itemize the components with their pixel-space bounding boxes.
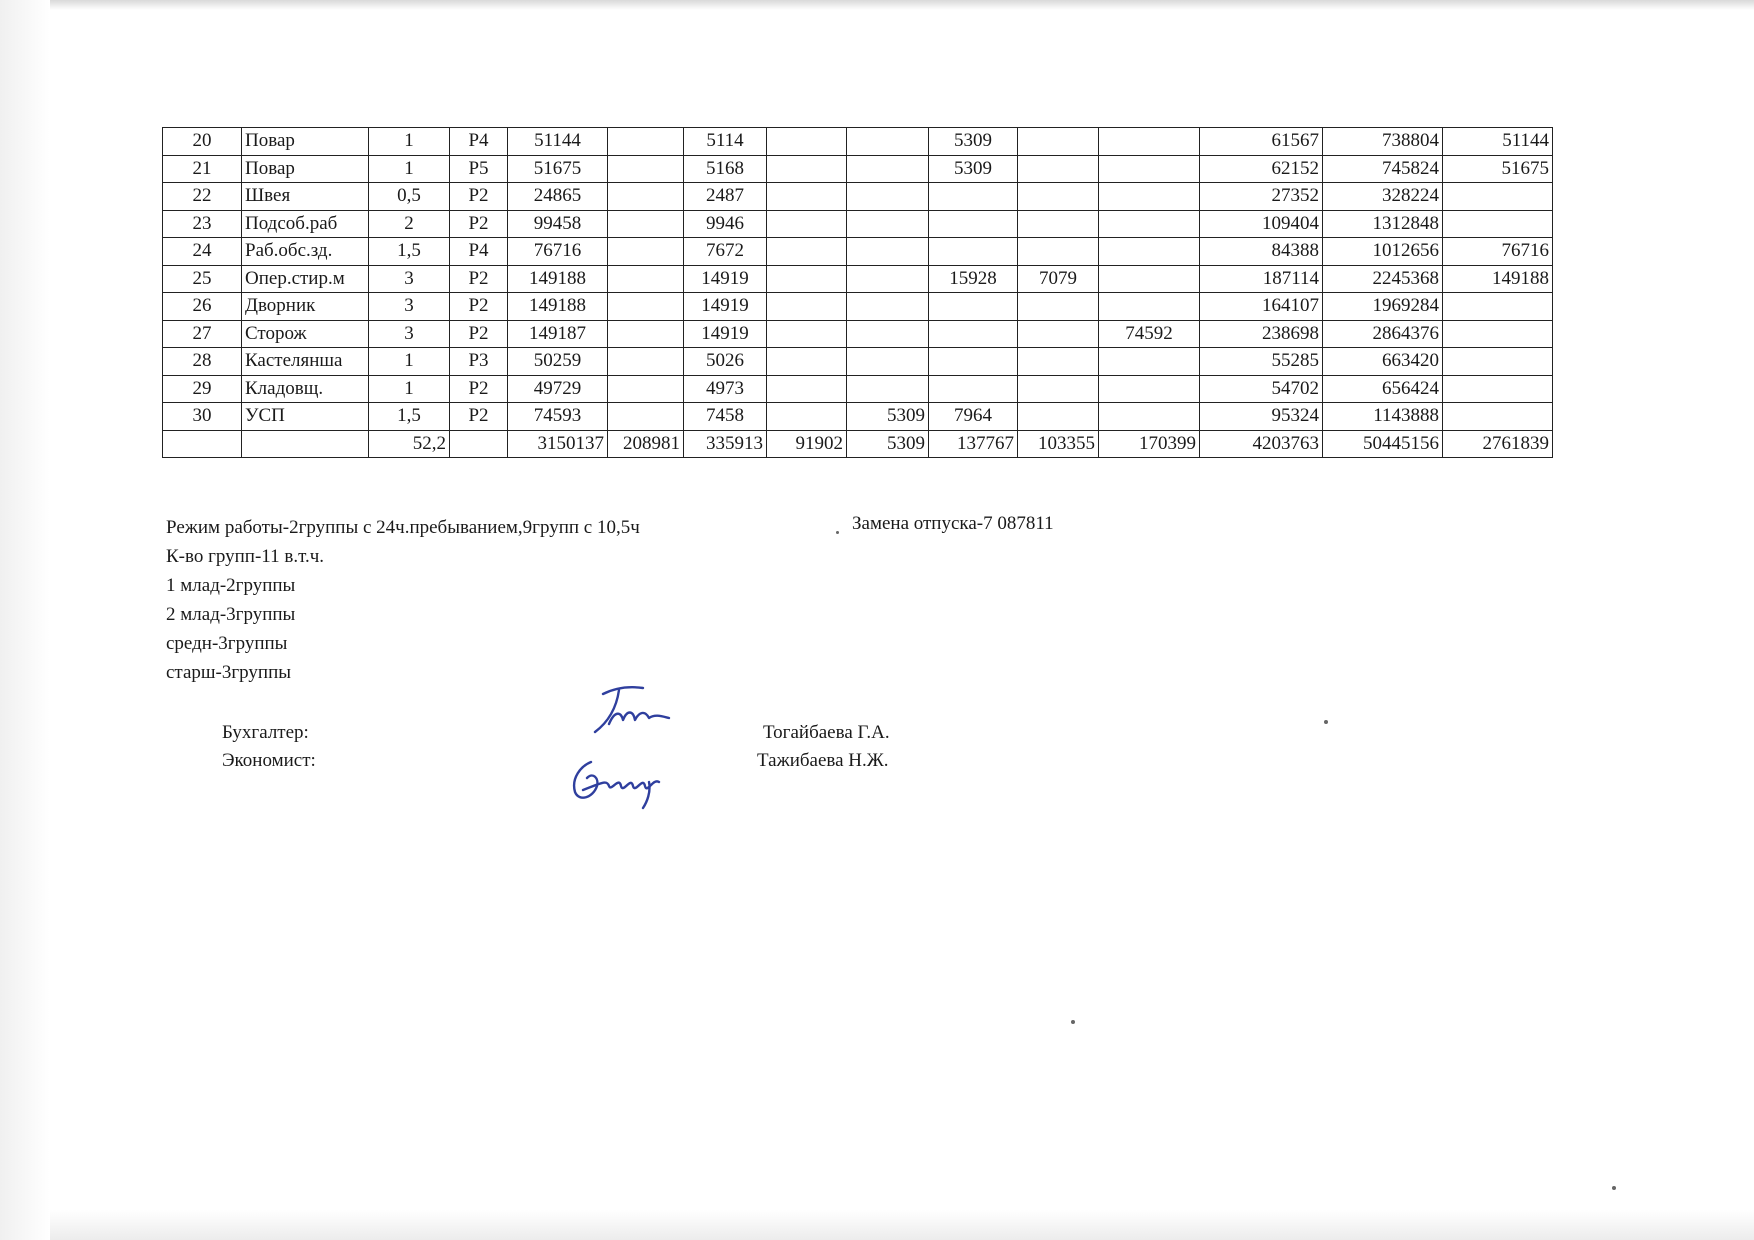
total-monthly-total: 4203763 — [1200, 430, 1323, 458]
accountant-label: Бухгалтер: — [222, 722, 309, 743]
cell-allowance-e: 15928 — [929, 265, 1018, 293]
note-junior-1: 1 млад-2группы — [166, 575, 296, 596]
cell-allowance-a — [608, 155, 684, 183]
notes-block — [166, 513, 640, 687]
cell-allowance-c — [767, 403, 847, 431]
cell-allowance-a — [608, 128, 684, 156]
cell-extra-column: 149188 — [1443, 265, 1553, 293]
cell-allowance-a — [608, 293, 684, 321]
cell-allowance-g — [1099, 375, 1200, 403]
cell-row-number: 25 — [163, 265, 242, 293]
note-senior: старш-3группы — [166, 662, 292, 683]
cell-annual-total: 663420 — [1323, 348, 1443, 376]
cell-allowance-e: 7964 — [929, 403, 1018, 431]
cell-staff-units: 3 — [369, 293, 450, 321]
cell-allowance-a — [608, 210, 684, 238]
total-position — [242, 430, 369, 458]
cell-allowance-c — [767, 320, 847, 348]
cell-position: Повар — [242, 128, 369, 156]
cell-row-number: 24 — [163, 238, 242, 266]
cell-allowance-f — [1018, 238, 1099, 266]
note-work-mode: Режим работы-2группы с 24ч.пребыванием,9групп с 10,5ч — [166, 517, 640, 538]
cell-monthly-total: 187114 — [1200, 265, 1323, 293]
cell-category: Р2 — [450, 210, 508, 238]
cell-position: УСП — [242, 403, 369, 431]
cell-category: Р4 — [450, 128, 508, 156]
cell-row-number: 20 — [163, 128, 242, 156]
cell-allowance-b: 5026 — [684, 348, 767, 376]
cell-staff-units: 0,5 — [369, 183, 450, 211]
economist-label: Экономист: — [222, 750, 316, 771]
cell-position: Кастелянша — [242, 348, 369, 376]
cell-extra-column: 76716 — [1443, 238, 1553, 266]
cell-base-salary: 50259 — [508, 348, 608, 376]
cell-allowance-c — [767, 128, 847, 156]
cell-allowance-b: 7458 — [684, 403, 767, 431]
cell-extra-column — [1443, 293, 1553, 321]
cell-allowance-c — [767, 265, 847, 293]
cell-position: Подсоб.раб — [242, 210, 369, 238]
cell-monthly-total: 95324 — [1200, 403, 1323, 431]
cell-category: Р2 — [450, 375, 508, 403]
cell-row-number: 21 — [163, 155, 242, 183]
cell-base-salary: 99458 — [508, 210, 608, 238]
note-junior-2: 2 млад-3группы — [166, 604, 296, 625]
cell-row-number: 28 — [163, 348, 242, 376]
staffing-table — [162, 127, 1553, 458]
cell-position: Швея — [242, 183, 369, 211]
cell-allowance-c — [767, 183, 847, 211]
cell-monthly-total: 62152 — [1200, 155, 1323, 183]
cell-allowance-b: 9946 — [684, 210, 767, 238]
cell-extra-column: 51144 — [1443, 128, 1553, 156]
total-annual-total: 50445156 — [1323, 430, 1443, 458]
cell-allowance-a — [608, 403, 684, 431]
cell-annual-total: 656424 — [1323, 375, 1443, 403]
cell-allowance-a — [608, 348, 684, 376]
cell-category: Р2 — [450, 403, 508, 431]
cell-staff-units: 1 — [369, 348, 450, 376]
cell-allowance-e — [929, 238, 1018, 266]
cell-allowance-b: 7672 — [684, 238, 767, 266]
economist-name: Тажибаева Н.Ж. — [757, 750, 889, 771]
cell-allowance-e — [929, 375, 1018, 403]
cell-allowance-a — [608, 265, 684, 293]
table-row — [163, 265, 1553, 293]
scan-edge-top — [0, 0, 1754, 10]
cell-base-salary: 149187 — [508, 320, 608, 348]
cell-monthly-total: 238698 — [1200, 320, 1323, 348]
total-category — [450, 430, 508, 458]
cell-category: Р2 — [450, 293, 508, 321]
cell-allowance-c — [767, 210, 847, 238]
cell-category: Р3 — [450, 348, 508, 376]
total-row-number — [163, 430, 242, 458]
total-allowance-c: 91902 — [767, 430, 847, 458]
table-row — [163, 155, 1553, 183]
cell-allowance-b: 14919 — [684, 320, 767, 348]
cell-allowance-d — [847, 375, 929, 403]
cell-allowance-g: 74592 — [1099, 320, 1200, 348]
cell-allowance-b: 14919 — [684, 265, 767, 293]
cell-allowance-a — [608, 375, 684, 403]
cell-annual-total: 1012656 — [1323, 238, 1443, 266]
cell-monthly-total: 27352 — [1200, 183, 1323, 211]
cell-allowance-b: 4973 — [684, 375, 767, 403]
cell-allowance-b: 14919 — [684, 293, 767, 321]
cell-extra-column — [1443, 320, 1553, 348]
total-allowance-d: 5309 — [847, 430, 929, 458]
cell-row-number: 26 — [163, 293, 242, 321]
table-row — [163, 128, 1553, 156]
cell-monthly-total: 164107 — [1200, 293, 1323, 321]
cell-position: Повар — [242, 155, 369, 183]
cell-allowance-a — [608, 183, 684, 211]
cell-category: Р2 — [450, 265, 508, 293]
cell-allowance-e — [929, 348, 1018, 376]
cell-allowance-d: 5309 — [847, 403, 929, 431]
cell-allowance-f — [1018, 375, 1099, 403]
cell-allowance-e — [929, 320, 1018, 348]
cell-allowance-d — [847, 320, 929, 348]
accountant-signature — [585, 680, 675, 748]
cell-allowance-g — [1099, 348, 1200, 376]
cell-allowance-c — [767, 375, 847, 403]
table-row — [163, 238, 1553, 266]
cell-staff-units: 1,5 — [369, 238, 450, 266]
cell-row-number: 27 — [163, 320, 242, 348]
total-allowance-b: 335913 — [684, 430, 767, 458]
cell-row-number: 23 — [163, 210, 242, 238]
note-middle: средн-3группы — [166, 633, 288, 654]
cell-annual-total: 1312848 — [1323, 210, 1443, 238]
cell-annual-total: 2864376 — [1323, 320, 1443, 348]
table-row — [163, 183, 1553, 211]
table-row — [163, 348, 1553, 376]
cell-monthly-total: 55285 — [1200, 348, 1323, 376]
cell-row-number: 30 — [163, 403, 242, 431]
cell-allowance-e: 5309 — [929, 128, 1018, 156]
cell-allowance-g — [1099, 183, 1200, 211]
cell-allowance-d — [847, 238, 929, 266]
cell-allowance-e — [929, 210, 1018, 238]
scan-speck — [1071, 1020, 1075, 1024]
cell-allowance-a — [608, 320, 684, 348]
cell-base-salary: 51675 — [508, 155, 608, 183]
cell-allowance-d — [847, 183, 929, 211]
total-extra-column: 2761839 — [1443, 430, 1553, 458]
cell-category: Р2 — [450, 183, 508, 211]
cell-allowance-f — [1018, 403, 1099, 431]
total-base-salary: 3150137 — [508, 430, 608, 458]
scan-edge-bottom — [50, 1210, 1754, 1240]
cell-base-salary: 149188 — [508, 293, 608, 321]
note-group-count: К-во групп-11 в.т.ч. — [166, 546, 324, 567]
cell-allowance-f — [1018, 320, 1099, 348]
cell-extra-column — [1443, 348, 1553, 376]
scan-speck — [836, 531, 839, 534]
cell-allowance-d — [847, 293, 929, 321]
cell-category: Р2 — [450, 320, 508, 348]
cell-allowance-d — [847, 128, 929, 156]
total-allowance-f: 103355 — [1018, 430, 1099, 458]
cell-allowance-g — [1099, 293, 1200, 321]
cell-allowance-c — [767, 293, 847, 321]
cell-monthly-total: 84388 — [1200, 238, 1323, 266]
cell-allowance-f — [1018, 293, 1099, 321]
cell-annual-total: 745824 — [1323, 155, 1443, 183]
cell-annual-total: 2245368 — [1323, 265, 1443, 293]
table-row — [163, 320, 1553, 348]
vacation-replacement-note: Замена отпуска-7 087811 — [852, 513, 1054, 534]
table-row — [163, 403, 1553, 431]
cell-annual-total: 1969284 — [1323, 293, 1443, 321]
cell-allowance-b: 5114 — [684, 128, 767, 156]
cell-staff-units: 2 — [369, 210, 450, 238]
table-total-row — [163, 430, 1553, 458]
accountant-name: Тогайбаева Г.А. — [763, 722, 890, 743]
cell-base-salary: 24865 — [508, 183, 608, 211]
total-allowance-e: 137767 — [929, 430, 1018, 458]
table-row — [163, 375, 1553, 403]
scan-edge-left — [0, 0, 50, 1240]
cell-row-number: 22 — [163, 183, 242, 211]
cell-base-salary: 51144 — [508, 128, 608, 156]
cell-allowance-g — [1099, 403, 1200, 431]
cell-allowance-b: 2487 — [684, 183, 767, 211]
cell-base-salary: 149188 — [508, 265, 608, 293]
cell-allowance-c — [767, 238, 847, 266]
cell-staff-units: 1 — [369, 155, 450, 183]
cell-annual-total: 738804 — [1323, 128, 1443, 156]
total-allowance-g: 170399 — [1099, 430, 1200, 458]
cell-annual-total: 328224 — [1323, 183, 1443, 211]
cell-allowance-c — [767, 348, 847, 376]
cell-allowance-f — [1018, 210, 1099, 238]
cell-monthly-total: 61567 — [1200, 128, 1323, 156]
cell-category: Р5 — [450, 155, 508, 183]
cell-base-salary: 49729 — [508, 375, 608, 403]
cell-annual-total: 1143888 — [1323, 403, 1443, 431]
total-allowance-a: 208981 — [608, 430, 684, 458]
cell-staff-units: 1 — [369, 375, 450, 403]
cell-allowance-f — [1018, 348, 1099, 376]
cell-position: Опер.стир.м — [242, 265, 369, 293]
cell-monthly-total: 109404 — [1200, 210, 1323, 238]
cell-extra-column — [1443, 210, 1553, 238]
cell-category: Р4 — [450, 238, 508, 266]
cell-allowance-g — [1099, 155, 1200, 183]
cell-extra-column: 51675 — [1443, 155, 1553, 183]
cell-allowance-g — [1099, 238, 1200, 266]
cell-allowance-g — [1099, 265, 1200, 293]
cell-extra-column — [1443, 403, 1553, 431]
table-row — [163, 210, 1553, 238]
total-staff-units: 52,2 — [369, 430, 450, 458]
cell-staff-units: 3 — [369, 265, 450, 293]
cell-extra-column — [1443, 183, 1553, 211]
cell-allowance-b: 5168 — [684, 155, 767, 183]
economist-signature — [563, 752, 673, 812]
cell-allowance-d — [847, 155, 929, 183]
cell-allowance-d — [847, 210, 929, 238]
cell-position: Раб.обс.зд. — [242, 238, 369, 266]
cell-allowance-d — [847, 348, 929, 376]
cell-position: Сторож — [242, 320, 369, 348]
cell-allowance-e — [929, 293, 1018, 321]
cell-base-salary: 74593 — [508, 403, 608, 431]
cell-staff-units: 1,5 — [369, 403, 450, 431]
cell-allowance-c — [767, 155, 847, 183]
cell-allowance-e — [929, 183, 1018, 211]
cell-extra-column — [1443, 375, 1553, 403]
cell-allowance-g — [1099, 210, 1200, 238]
cell-allowance-d — [847, 265, 929, 293]
scan-speck — [1324, 720, 1328, 724]
cell-allowance-f — [1018, 128, 1099, 156]
cell-allowance-f — [1018, 183, 1099, 211]
cell-staff-units: 3 — [369, 320, 450, 348]
cell-allowance-f — [1018, 155, 1099, 183]
cell-position: Дворник — [242, 293, 369, 321]
cell-allowance-f: 7079 — [1018, 265, 1099, 293]
cell-position: Кладовщ. — [242, 375, 369, 403]
cell-allowance-a — [608, 238, 684, 266]
cell-base-salary: 76716 — [508, 238, 608, 266]
cell-allowance-e: 5309 — [929, 155, 1018, 183]
cell-staff-units: 1 — [369, 128, 450, 156]
scan-speck — [1612, 1186, 1616, 1190]
table-row — [163, 293, 1553, 321]
cell-row-number: 29 — [163, 375, 242, 403]
cell-monthly-total: 54702 — [1200, 375, 1323, 403]
cell-allowance-g — [1099, 128, 1200, 156]
